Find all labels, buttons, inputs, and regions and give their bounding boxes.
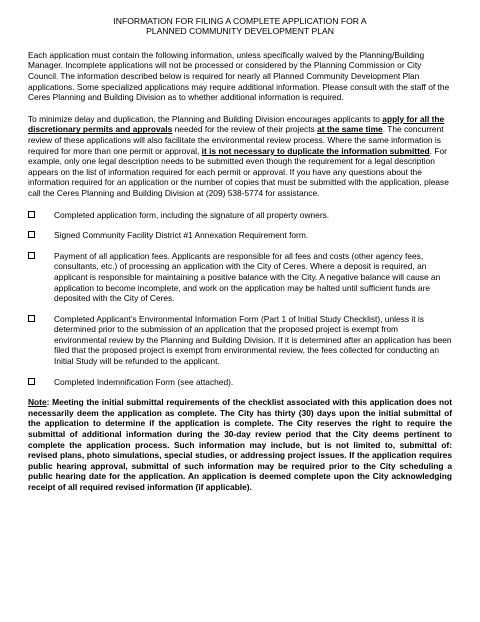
para2-text-2: needed for the review of their projects <box>172 124 318 135</box>
checklist-item-application-form <box>28 210 452 221</box>
checklist <box>28 210 452 388</box>
para2-emphasis-3: it is not necessary to duplicate the information submitted <box>201 145 430 156</box>
note-label: Note <box>28 397 47 408</box>
checkbox[interactable] <box>28 211 35 218</box>
checklist-item-text: Completed application form, including the signature of all property owners. <box>54 209 330 220</box>
para2-text-3: . The concurrent review of these applications will also facilitate the environmental review process. Where the same information is required for more than one permit or approval, <box>28 124 444 156</box>
page-title <box>28 16 452 37</box>
checklist-item-indemnification-form <box>28 377 452 388</box>
title-line-1: INFORMATION FOR FILING A COMPLETE APPLICATION FOR A <box>113 16 367 26</box>
checkbox[interactable] <box>28 231 35 238</box>
note-paragraph <box>28 397 452 492</box>
para2-emphasis-2: at the same time <box>317 124 383 135</box>
para2-text-1: To minimize delay and duplication, the Planning and Building Division encourages applicants to <box>28 113 383 124</box>
intro-paragraph: Each application must contain the following information, unless specifically waived by the Planning/Building Manager. Incomplete applications will not be processed or considered by the Planning Commission or City Council. The information described below is required for nearly all Planned Community Development Plan applications. Some specialized applications may require additional information. Please consult with the staff of the Ceres Planning and Building Division as to whether additional information is required. <box>28 49 450 103</box>
checklist-item-text: Signed Community Facility District #1 Annexation Requirement form. <box>54 230 309 241</box>
checklist-item-fees <box>28 251 452 304</box>
concurrent-review-paragraph <box>28 114 452 199</box>
document-page <box>28 16 452 504</box>
note-text: : Meeting the initial submittal requirements of the checklist associated with this application does not necessarily deem the application as complete. The City has thirty (30) days upon the initial submittal of the application to determine if the application is complete. The City reserves the right to require the submittal of additional information during the 30-day review period that the City deems pertinent to complete the application process. Such information may include, but is not limited to, submittal of: revised plans, photo simulations, special studies, or addressing project issues. If the application requires public hearing approval, submittal of such information may be required prior to the City scheduling a public hearing date for the application. An application is deemed complete upon the City acknowledging receipt of all required revised information (if applicable). <box>28 397 452 492</box>
checklist-item-annexation-form <box>28 230 452 241</box>
checklist-item-text: Completed Indemnification Form (see attached). <box>54 376 234 387</box>
checkbox[interactable] <box>28 378 35 385</box>
para2-emphasis-1: apply for all the discretionary permits and approvals <box>28 113 445 135</box>
checklist-item-text: Completed Applicant’s Environmental Information Form (Part 1 of Initial Study Checklist), unless it is determined prior to the submission of an application that the proposed project is exempt from environmental review by the Planning and Building Division. If it is determined after an application has been filed that the proposed project is exempt from environmental review, the fees collected for conducting an Initial Study will be refunded to the applicant. <box>54 313 452 367</box>
title-line-2: PLANNED COMMUNITY DEVELOPMENT PLAN <box>146 26 334 37</box>
para2-text-4: . For example, only one legal description needs to be submitted even though the requirement for a legal description appears on the list of information required for each permit or approval. If you have any questions about the information required for an application or the number of copies that must be submitted with the application, please call the Ceres Planning and Building Division at (209) 538-5774 for assistance. <box>28 145 449 198</box>
checkbox[interactable] <box>28 315 35 322</box>
checklist-item-environmental-form <box>28 314 452 367</box>
checkbox[interactable] <box>28 252 35 259</box>
checklist-item-text: Payment of all application fees. Applicants are responsible for all fees and costs (other agency fees, consultants, etc.) of processing an application with the City of Ceres. Where a deposit is required, an applicant is responsible for maintaining a positive balance with the City. A negative balance will cause an application to become incomplete, and work on the application may be halted until sufficient funds are deposited with the City of Ceres. <box>54 250 441 304</box>
